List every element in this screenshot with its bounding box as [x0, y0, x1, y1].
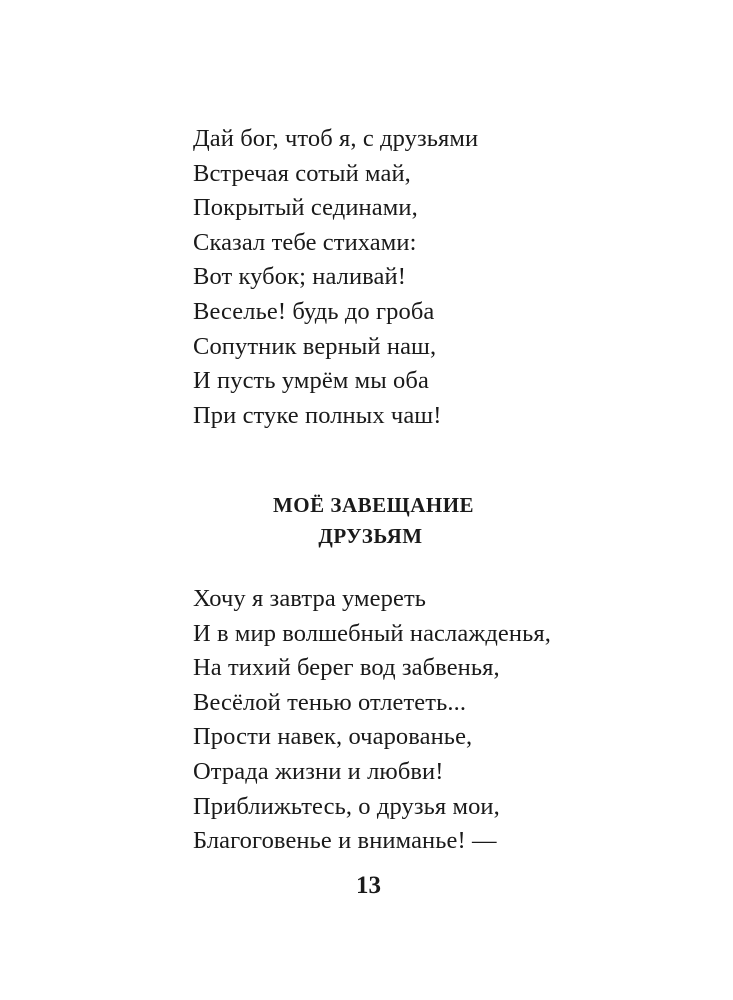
page-number: 13	[356, 872, 381, 899]
verse-line: Благоговенье и вниманье! —	[193, 827, 497, 855]
verse-line: И в мир волшебный наслажденья,	[193, 619, 551, 647]
verse-line: Встречая сотый май,	[193, 159, 411, 187]
poem-title-line-2: ДРУЗЬЯМ	[318, 524, 423, 548]
verse-line: Дай бог, чтоб я, с друзьями	[193, 125, 479, 152]
poem-stanza-1	[193, 122, 478, 433]
verse-line: Сказал тебе стихами:	[193, 228, 417, 256]
verse-line: Веселье! будь до гроба	[193, 297, 435, 325]
verse-line: Сопутник верный наш,	[193, 332, 437, 360]
verse-line: При стуке полных чаш!	[193, 401, 442, 429]
verse-line: Вот кубок; наливай!	[193, 263, 406, 291]
poem-stanza-2	[193, 582, 551, 859]
verse-line: Покрытый сединами,	[193, 194, 418, 222]
verse-line: Хочу я завтра умереть	[193, 585, 427, 612]
verse-line: И пусть умрём мы оба	[193, 367, 429, 395]
poem-title	[0, 490, 733, 552]
verse-line: Отрада жизни и любви!	[193, 757, 444, 785]
verse-line: Весёлой тенью отлететь...	[193, 688, 467, 716]
verse-line: На тихий берег вод забвенья,	[193, 654, 500, 682]
verse-line: Приближьтесь, о друзья мои,	[193, 792, 500, 820]
verse-line: Прости навек, очарованье,	[193, 723, 473, 751]
poem-title-line-1: МОЁ ЗАВЕЩАНИЕ	[272, 493, 475, 517]
